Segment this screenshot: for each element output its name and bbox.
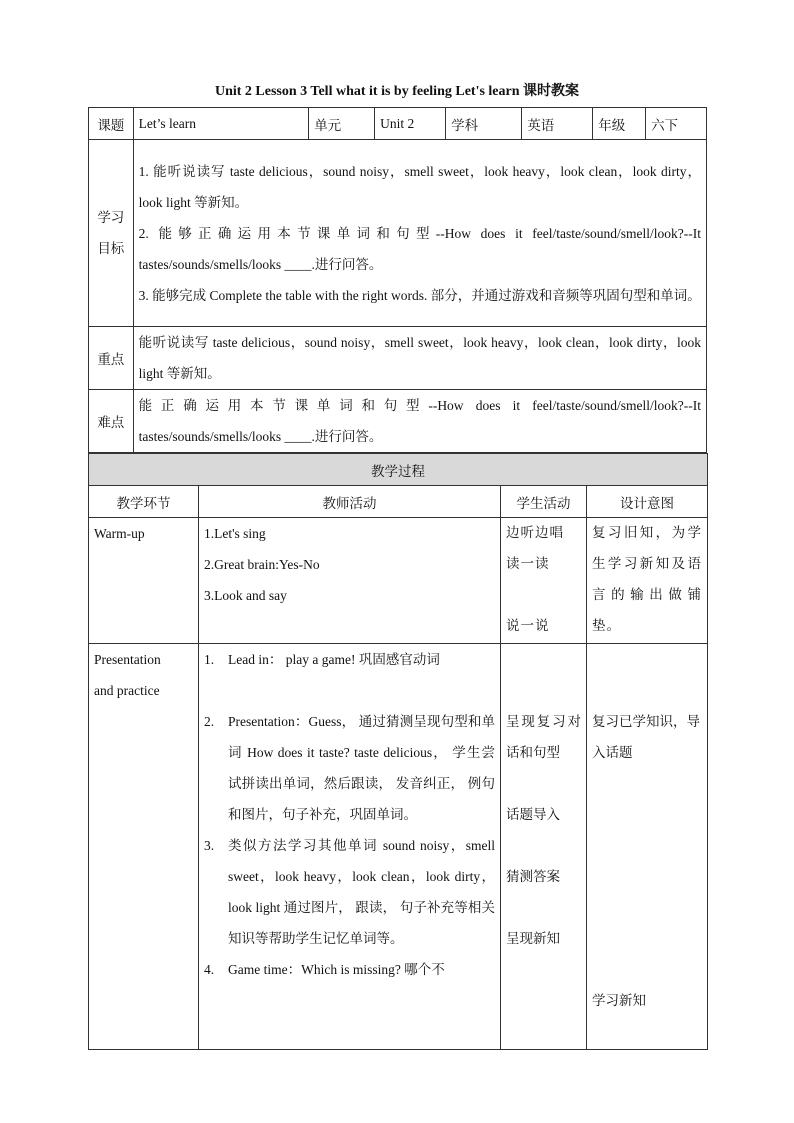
lesson-info-table bbox=[88, 107, 707, 453]
presentation-intent bbox=[587, 644, 708, 1050]
presentation-teacher bbox=[199, 644, 501, 1050]
difficulties-label: 难点 bbox=[89, 390, 134, 453]
list-item: 3. 类似方法学习其他单词 sound noisy，smell sweet，look heavy，look clean，look dirty，look light 通过图片， 跟读， 句子补充等相关知识等帮助学生记忆单词等。 bbox=[204, 838, 495, 946]
column-teacher: 教师活动 bbox=[199, 486, 501, 518]
process-heading-row bbox=[89, 454, 708, 486]
grade-value: 六下 bbox=[646, 108, 707, 140]
column-intent: 设计意图 bbox=[587, 486, 708, 518]
list-item: 呈现复习对话和句型 bbox=[506, 714, 581, 760]
header-row bbox=[89, 108, 707, 140]
unit-value: Unit 2 bbox=[375, 108, 446, 140]
teaching-process-table bbox=[88, 453, 708, 1050]
subject-value: 英语 bbox=[522, 108, 593, 140]
topic-label: 课题 bbox=[89, 108, 134, 140]
presentation-stage: Presentation and practice bbox=[89, 644, 199, 1050]
column-student: 学生活动 bbox=[501, 486, 587, 518]
list-item: 学习新知 bbox=[592, 993, 646, 1008]
warmup-student bbox=[501, 518, 587, 644]
list-item: 读一读 bbox=[506, 556, 550, 572]
difficulties-row bbox=[89, 390, 707, 453]
key-points-row bbox=[89, 327, 707, 390]
objective-item: 3. 能够完成 Complete the table with the right words. 部分，并通过游戏和音频等巩固句型和单词。 bbox=[138, 287, 701, 303]
list-item: 2.Great brain:Yes-No bbox=[204, 557, 320, 572]
list-item: 4. Game time：Which is missing? 哪个不 bbox=[204, 962, 445, 977]
document-title: Unit 2 Lesson 3 Tell what it is by feeling Let's learn 课时教案 bbox=[214, 84, 580, 99]
list-item: 1.Let's sing bbox=[204, 526, 266, 541]
presentation-student bbox=[501, 644, 587, 1050]
column-stage: 教学环节 bbox=[89, 486, 199, 518]
objectives-label: 学习 目标 bbox=[89, 140, 134, 327]
objectives-content bbox=[133, 140, 706, 327]
warmup-teacher bbox=[199, 518, 501, 644]
list-item: 猜测答案 bbox=[506, 869, 560, 884]
list-item: 2. Presentation：Guess， 通过猜测呈现句型和单词 How does it taste? taste delicious， 学生尝试拼读出单词，然后跟读， 发音纠正， 例句和图片，句子补充，巩固单词。 bbox=[204, 714, 495, 822]
list-item: 3.Look and say bbox=[204, 588, 287, 603]
objectives-row bbox=[89, 140, 707, 327]
list-item: 1. Lead in： play a game! 巩固感官动词 bbox=[204, 652, 440, 667]
list-item: 说一说 bbox=[506, 618, 550, 634]
objective-item: 2. 能够正确运用本节课单词和句型--How does it feel/taste/sound/smell/look?--It tastes/sounds/smells/looks ____.进行问答。 bbox=[138, 225, 701, 272]
topic-value: Let’s learn bbox=[133, 108, 309, 140]
key-points-label: 重点 bbox=[89, 327, 134, 390]
warmup-row bbox=[89, 518, 708, 644]
presentation-row bbox=[89, 644, 708, 1050]
process-heading: 教学过程 bbox=[89, 454, 708, 486]
grade-label: 年级 bbox=[593, 108, 646, 140]
list-item: 边听边唱 bbox=[506, 525, 564, 541]
key-points-text: 能听说读写 taste delicious，sound noisy，smell sweet，look heavy，look clean，look dirty，look light 等新知。 bbox=[133, 327, 706, 390]
list-item: 复习已学知识，导入话题 bbox=[592, 714, 700, 760]
warmup-intent: 复习旧知，为学生学习新知及语言的输出做铺垫。 bbox=[587, 518, 708, 644]
process-columns-row bbox=[89, 486, 708, 518]
list-item: 呈现新知 bbox=[506, 931, 560, 946]
warmup-stage: Warm-up bbox=[89, 518, 199, 644]
subject-label: 学科 bbox=[446, 108, 522, 140]
list-item: 话题导入 bbox=[506, 807, 560, 822]
unit-label: 单元 bbox=[309, 108, 375, 140]
difficulties-text: 能正确运用本节课单词和句型--How does it feel/taste/sound/smell/look?--It tastes/sounds/smells/looks ____.进行问答。 bbox=[133, 390, 706, 453]
objective-item: 1. 能听说读写 taste delicious，sound noisy，smell sweet，look heavy，look clean，look dirty，look light 等新知。 bbox=[138, 163, 701, 210]
